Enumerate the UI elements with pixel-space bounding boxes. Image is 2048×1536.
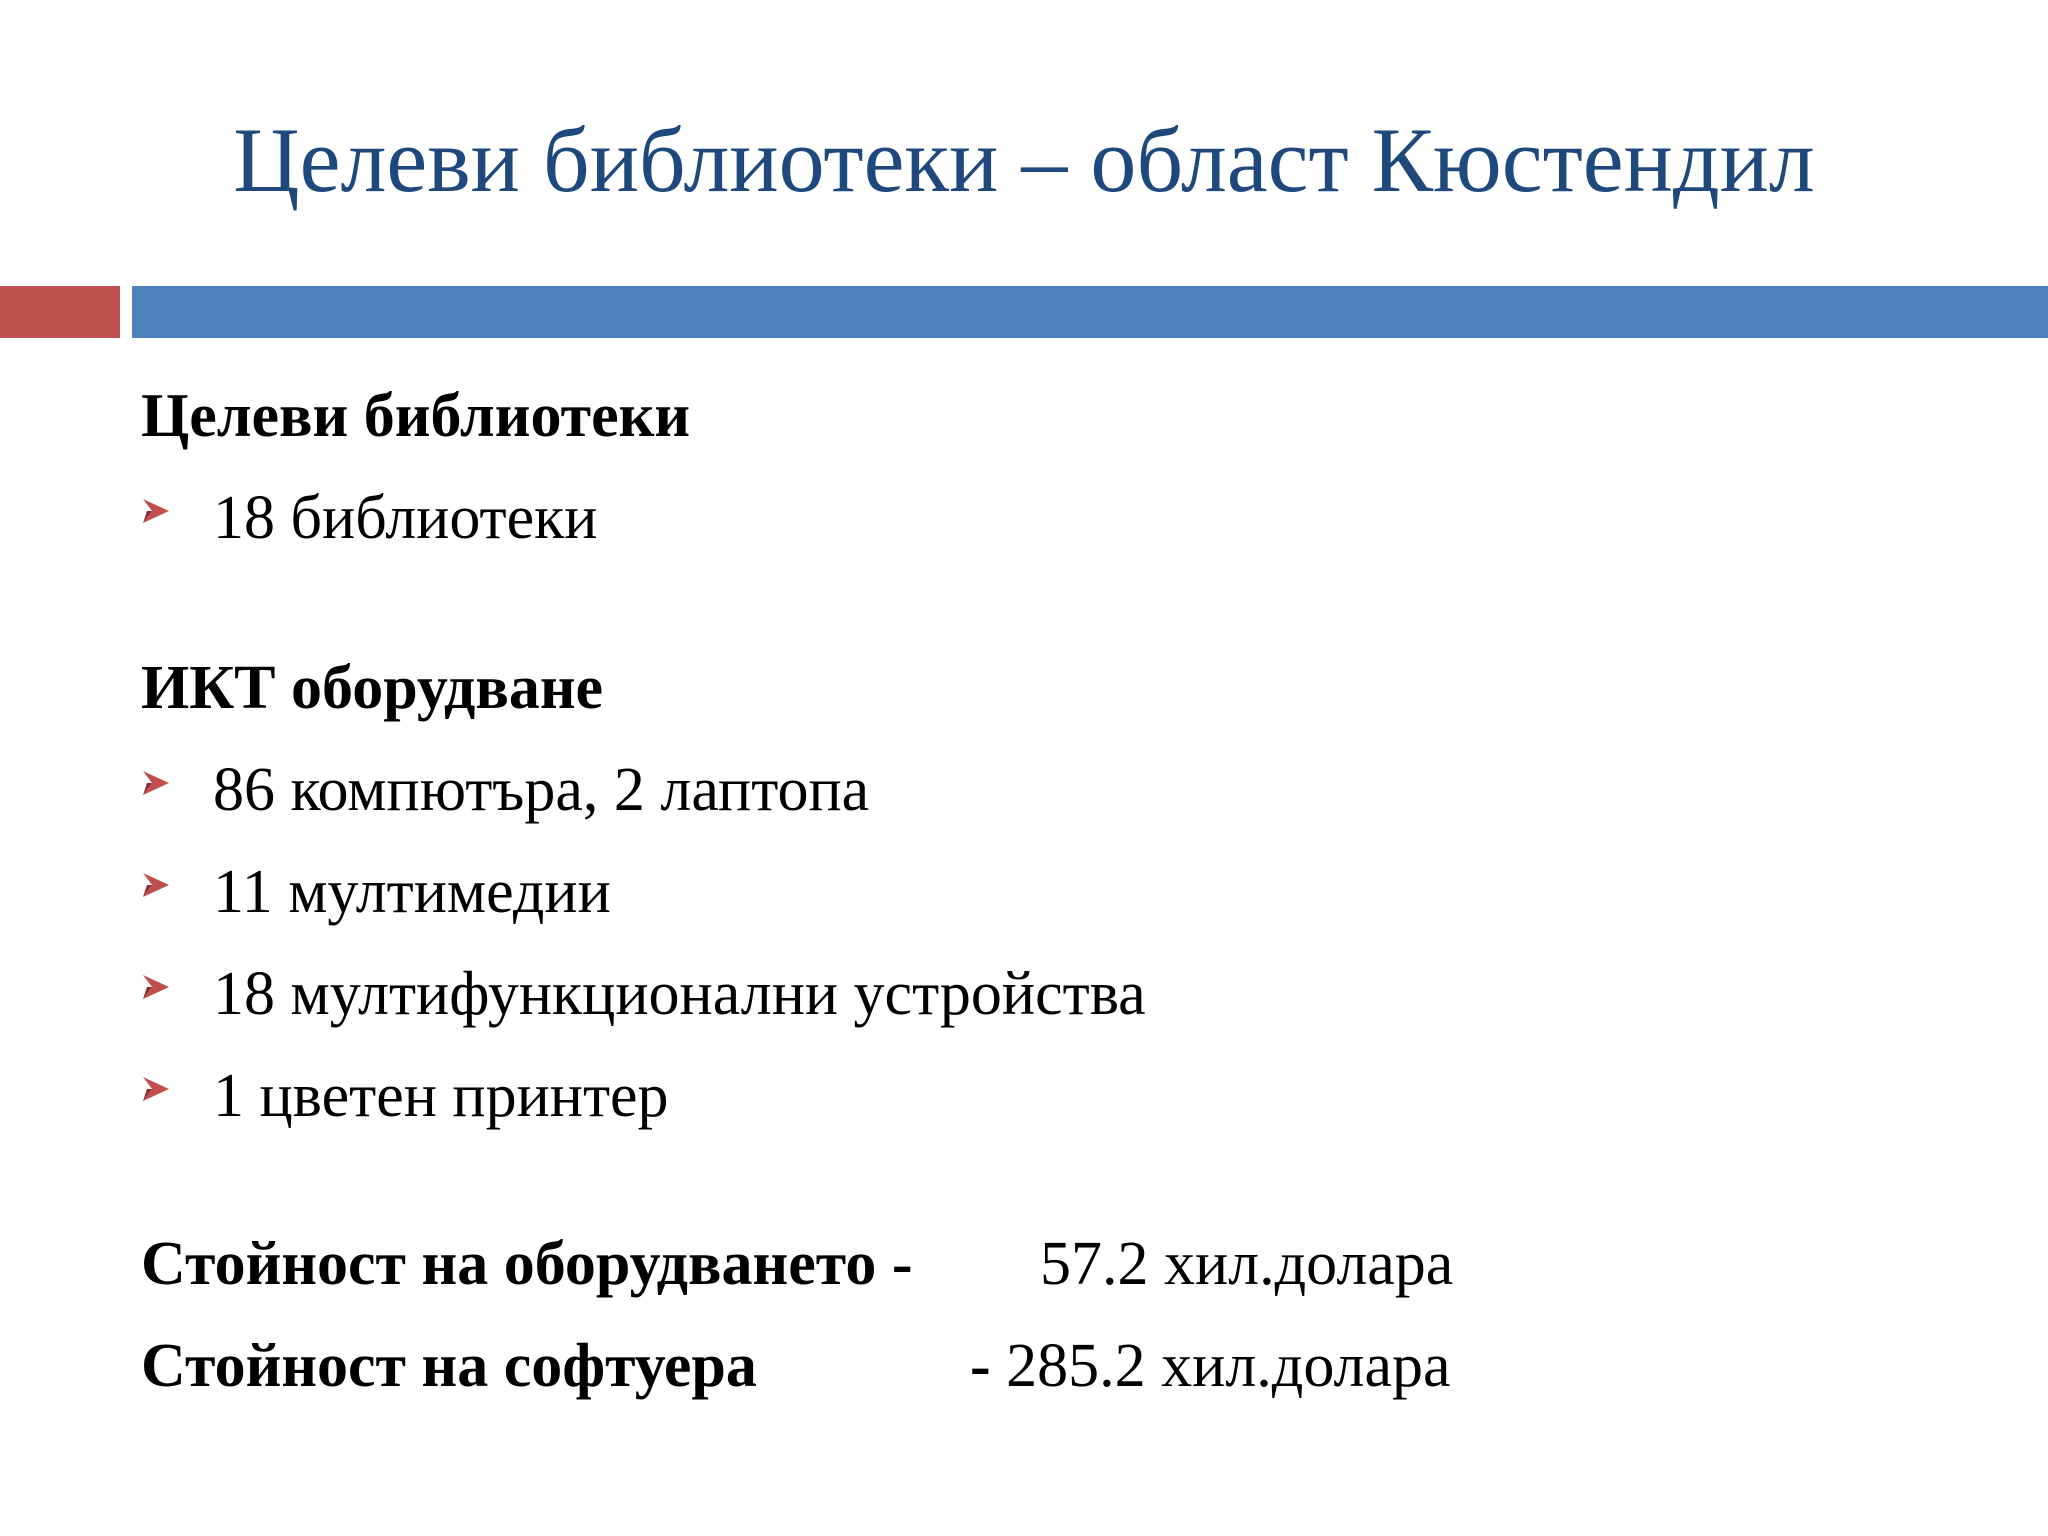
- equipment-cost-value: 57.2 хил.долара: [1040, 1230, 1454, 1298]
- section-heading-target-libraries: Целеви библиотеки: [141, 382, 691, 450]
- software-cost-label: Стойност на софтуера: [141, 1332, 757, 1400]
- title-divider-red: [0, 286, 120, 338]
- software-cost-amount: 285.2 хил.долара: [1006, 1332, 1451, 1400]
- arrow-bullet-icon: [141, 768, 171, 798]
- list-item-text: 18 мултифункционални устройства: [213, 960, 1146, 1028]
- list-item-text: 1 цветен принтер: [213, 1062, 669, 1130]
- list-item-text: 86 компютъра, 2 лаптопа: [213, 756, 870, 824]
- arrow-bullet-icon: [141, 870, 171, 900]
- arrow-bullet-icon: [141, 496, 171, 526]
- equipment-cost-label: Стойност на оборудването -: [141, 1230, 913, 1298]
- list-item-text: 11 мултимедии: [213, 858, 611, 926]
- arrow-bullet-icon: [141, 1074, 171, 1104]
- software-cost-dash: -: [970, 1332, 991, 1400]
- slide-title: Целеви библиотеки – област Кюстендил: [233, 109, 1815, 211]
- section-heading-ict-equipment: ИКТ оборудване: [141, 654, 604, 722]
- software-cost-value: [970, 1326, 1450, 1406]
- arrow-bullet-icon: [141, 972, 171, 1002]
- title-divider-blue: [132, 286, 2048, 338]
- list-item-text: 18 библиотеки: [213, 484, 598, 552]
